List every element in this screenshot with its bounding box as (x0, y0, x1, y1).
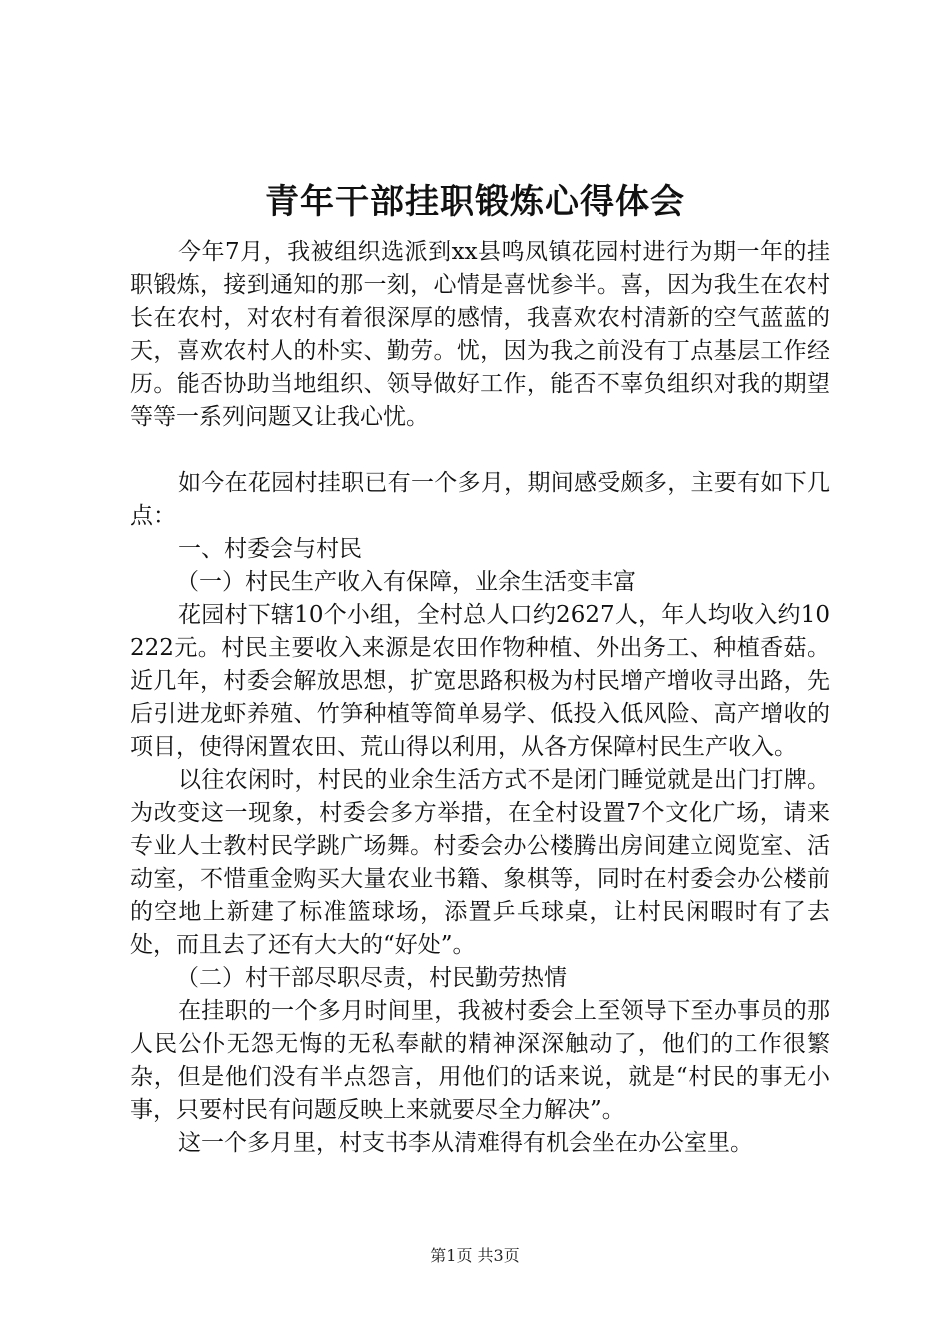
paragraph-income: 花园村下辖10个小组，全村总人口约2627人，年人均收入约10222元。村民主要收入来源是农田作物种植、外出务工、种植香菇。近几年，村委会解放思想，扩宽思路积极为村民增产增收寻出路，先后引进龙虾养殖、竹笋种植等简单易学、低投入低风险、高产增收的项目，使得闲置农田、荒山得以利用，从各方保障村民生产收入。 (130, 602, 830, 760)
paragraph-secretary: 这一个多月里，村支书李从清难得有机会坐在办公室里。 (178, 1130, 753, 1156)
paragraph-overview: 如今在花园村挂职已有一个多月，期间感受颇多，主要有如下几点： (130, 470, 830, 529)
document-body (130, 236, 830, 1160)
page-footer: 第1页 共3页 (430, 1246, 520, 1265)
paragraph-gap (130, 434, 830, 467)
paragraph-cadres: 在挂职的一个多月时间里，我被村委会上至领导下至办事员的那人民公仆无怨无悔的无私奉献的精神深深触动了，他们的工作很繁杂，但是他们没有半点怨言，用他们的话来说，就是“村民的事无小事，只要村民有问题反映上来就要尽全力解决”。 (130, 998, 830, 1123)
subsection-heading-2: （二）村干部尽职尽责，村民勤劳热情 (176, 965, 567, 991)
section-heading-1: 一、村委会与村民 (178, 536, 362, 562)
paragraph-intro: 今年7月，我被组织选派到xx县鸣凤镇花园村进行为期一年的挂职锻炼，接到通知的那一刻，心情是喜忧参半。喜，因为我生在农村长在农村，对农村有着很深厚的感情，我喜欢农村清新的空气蓝蓝的天，喜欢农村人的朴实、勤劳。忧，因为我之前没有丁点基层工作经历。能否协助当地组织、领导做好工作，能否不辜负组织对我的期望等等一系列问题又让我心忧。 (130, 239, 830, 430)
document-title: 青年干部挂职锻炼心得体会 (265, 182, 685, 222)
subsection-heading-1: （一）村民生产收入有保障，业余生活变丰富 (176, 569, 636, 595)
paragraph-leisure: 以往农闲时，村民的业余生活方式不是闭门睡觉就是出门打牌。为改变这一现象，村委会多方举措，在全村设置7个文化广场，请来专业人士教村民学跳广场舞。村委会办公楼腾出房间建立阅览室、活动室，不惜重金购买大量农业书籍、象棋等，同时在村委会办公楼前的空地上新建了标准篮球场，添置乒乓球桌，让村民闲暇时有了去处，而且去了还有大大的“好处”。 (130, 767, 830, 958)
